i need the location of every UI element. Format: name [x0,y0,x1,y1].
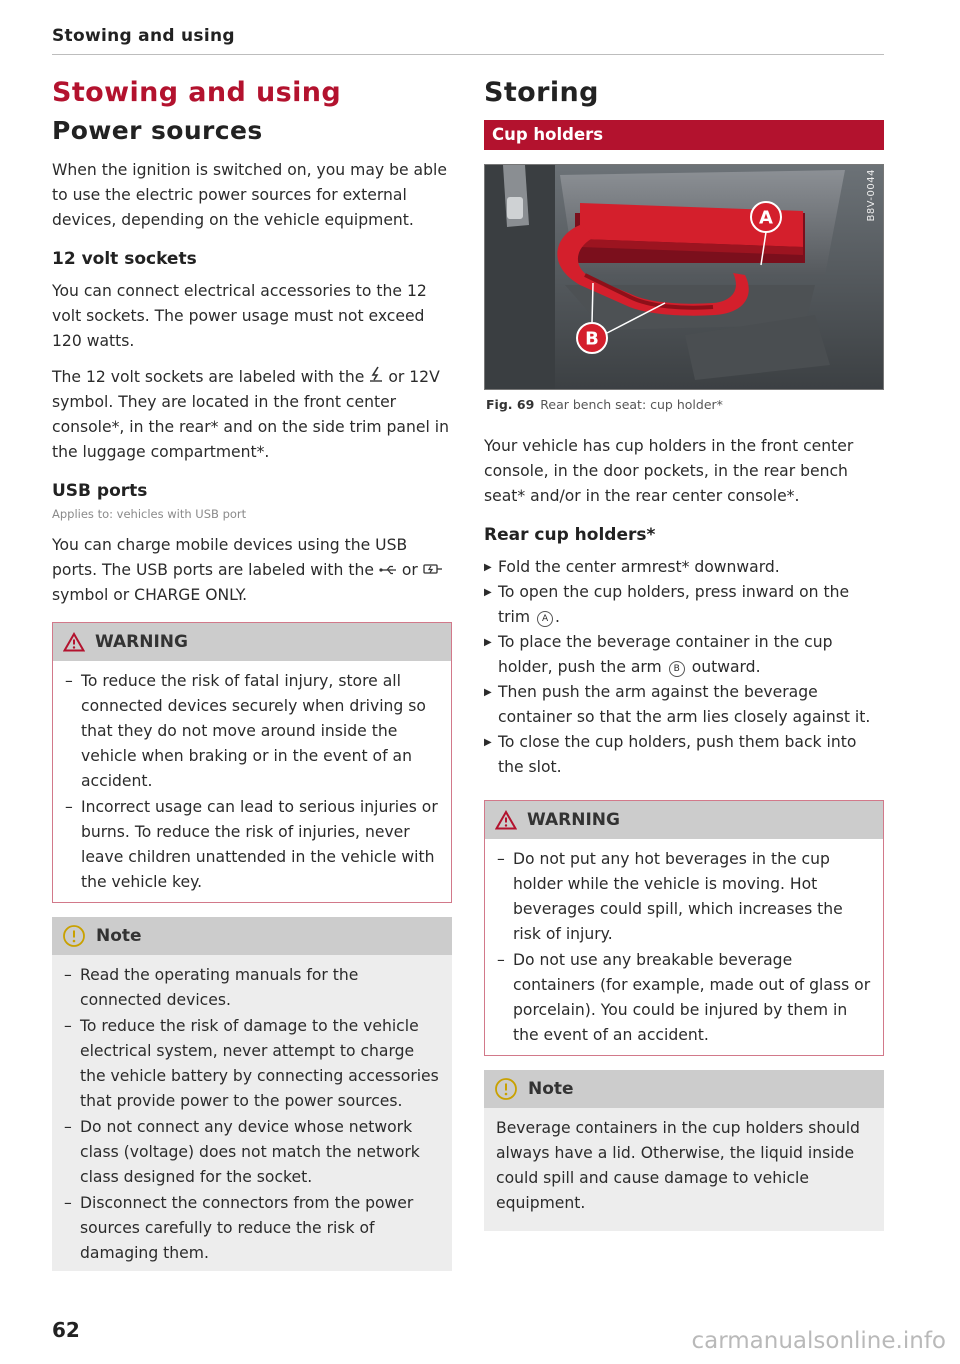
sockets-paragraph-2 [52,365,452,465]
label-b: B [585,328,599,350]
page-number: 62 [52,1318,80,1342]
warning-box-power [52,622,452,903]
running-header: Stowing and using [52,26,884,55]
figure-code: B8V-0044 [866,169,877,222]
note-body [52,955,452,1271]
label-a: A [759,207,773,229]
note-label: Note [528,1079,574,1099]
left-column [52,72,452,1271]
warning-header [53,623,451,661]
usb-paragraph [52,533,452,608]
usb-p-part-a: You can charge mobile devices using the USB ports. The USB ports are labeled with the [52,536,408,579]
warning-label: WARNING [95,632,188,652]
cup-holder-illustration [485,165,883,389]
warning-body [53,661,451,902]
right-column [484,72,884,1231]
heading-rear-cup-holders: Rear cup holders* [484,525,656,545]
list-item: – Read the operating manuals for the connected devices. [64,966,359,1009]
power-sources-intro: When the ignition is switched on, you may be able to use the electric power sources for external devices, depending on the vehicle equipment. [52,161,447,229]
callout-a-icon: A [537,611,553,627]
warning-box-cup-holders [484,800,884,1056]
list-item: – Disconnect the connectors from the power sources carefully to reduce the risk of damaging them. [64,1194,414,1262]
list-item: – Incorrect usage can lead to serious injuries or burns. To reduce the risk of injuries, never leave children unattended in the vehicle with the vehicle key. [65,798,438,891]
list-item: – Do not put any hot beverages in the cup holder while the vehicle is moving. Hot beverages could spill, which increases the risk of injury. [497,850,843,943]
figure-number: Fig. 69 [486,397,535,412]
sockets-p2-part-a: The 12 volt sockets are labeled with the [52,368,365,386]
bullet-triangle-icon: ▶ [484,562,492,573]
note-box-power [52,917,452,1271]
usb-p-part-b: or [401,561,418,579]
note-box-cup-holders [484,1070,884,1231]
list-item: – Do not connect any device whose network class (voltage) does not match the network class designed for the socket. [64,1118,420,1186]
heading-12-volt-sockets: 12 volt sockets [52,249,197,269]
warning-triangle-icon [495,810,517,830]
list-item: ▶ To close the cup holders, push them back into the slot. [484,730,884,780]
watermark: carmanualsonline.info [691,1328,946,1354]
section-title-storing: Storing [484,77,599,108]
bullet-triangle-icon: ▶ [484,587,492,598]
bullet-triangle-icon: ▶ [484,687,492,698]
usb-applies-to: Applies to: vehicles with USB port [52,507,247,521]
note-header [484,1070,884,1108]
sockets-paragraph-1: You can connect electrical accessories to the 12 volt sockets. The power usage must not exceed 120 watts. [52,282,427,350]
callout-b-icon: B [669,661,685,677]
figure-caption [486,396,884,414]
info-circle-icon [494,1077,518,1101]
socket-symbol-icon [369,368,388,386]
cup-holder-figure [484,164,884,390]
cup-holders-intro: Your vehicle has cup holders in the front center console, in the door pockets, in the rear bench seat* and/or in the rear center console*. [484,437,854,505]
note-body [484,1108,884,1231]
sockets-p2-part-b: or 12V symbol. They are located in the front center console*, in the rear* and on the side trim panel in the luggage compartment*. [52,368,449,461]
note-label: Note [96,926,142,946]
warning-header [485,801,883,839]
bullet-triangle-icon: ▶ [484,637,492,648]
list-item: ▶ To open the cup holders, press inward on the trim A . [484,580,884,630]
list-item: – To reduce the risk of fatal injury, store all connected devices securely when driving so that they do not move around inside the vehicle when braking or in the event of an accident. [65,672,426,790]
chapter-title: Stowing and using [52,77,342,108]
charge-only-symbol-icon [423,561,443,579]
warning-triangle-icon [63,632,85,652]
warning-body [485,839,883,1055]
warning-label: WARNING [527,810,620,830]
note-header [52,917,452,955]
list-item: – To reduce the risk of damage to the vehicle electrical system, never attempt to charge the vehicle battery by connecting accessories that provide power to the power sources. [64,1017,439,1110]
figure-caption-text: Rear bench seat: cup holder* [540,397,723,412]
list-item: ▶ To place the beverage container in the cup holder, push the arm B outward. [484,630,884,680]
list-item: ▶ Then push the arm against the beverage container so that the arm lies closely against it. [484,680,884,730]
list-item: – Do not use any breakable beverage containers (for example, made out of glass or porcelain). You could be injured by them in the event of an accident. [497,951,871,1044]
list-item: ▶ Fold the center armrest* downward. [484,555,884,580]
info-circle-icon [62,924,86,948]
cup-holders-banner: Cup holders [484,120,884,150]
heading-usb-ports: USB ports [52,481,148,501]
usb-symbol-icon [379,561,402,579]
note-text: Beverage containers in the cup holders should always have a lid. Otherwise, the liquid inside could spill and cause damage to vehicle equipment. [496,1119,860,1212]
section-title-power-sources: Power sources [52,116,263,145]
bullet-triangle-icon: ▶ [484,737,492,748]
usb-p-part-c: symbol or CHARGE ONLY. [52,586,248,604]
